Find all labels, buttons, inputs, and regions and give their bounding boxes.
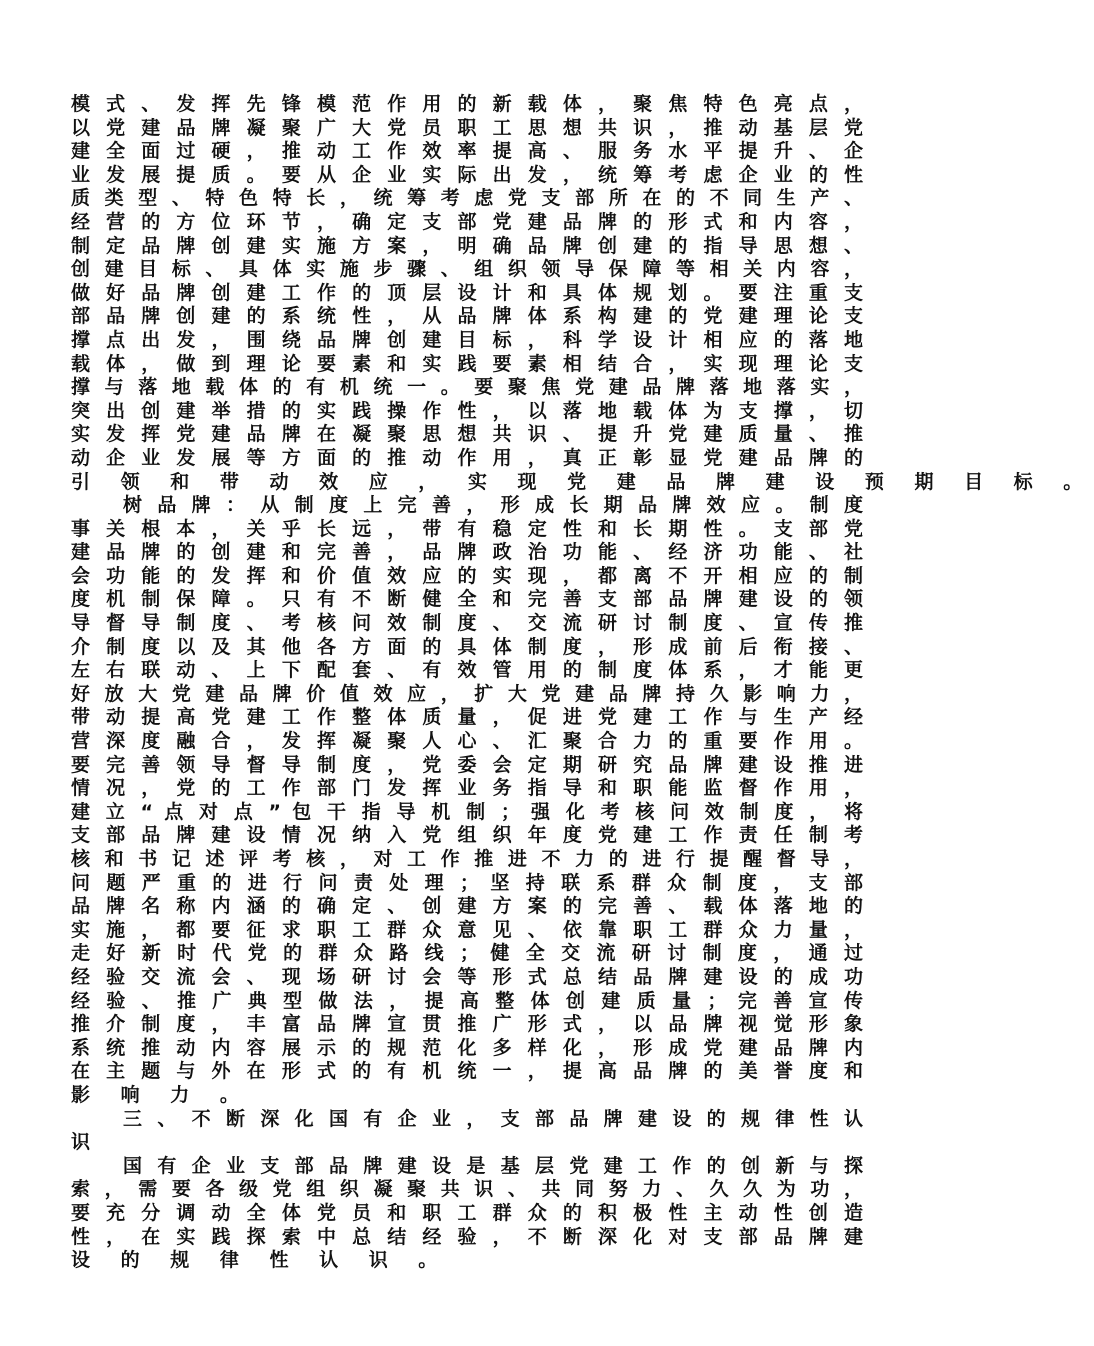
text-line: 支 部 品 牌 建 设 情 况 纳 入 党 组 织 年 度 党 建 工 作 责 任 制 考 [71,824,863,847]
document-body [71,93,1094,1273]
text-line: 载 体 ， 做 到 理 论 要 素 和 实 践 要 素 相 结 合 ， 实 现 理 论 支 [71,352,863,375]
text-line: 动 企 业 发 展 等 方 面 的 推 动 作 用 ， 真 正 彰 显 党 建 品 牌 的 [71,446,863,469]
text-line: 度 机 制 保 障 。 只 有 不 断 健 全 和 完 善 支 部 品 牌 建 设 的 领 [71,588,863,611]
text-line: 撑 与 落 地 载 体 的 有 机 统 一 。 要 聚 焦 党 建 品 牌 落 地 落 实 ， [71,376,864,399]
text-line: 核 和 书 记 述 评 考 核 ， 对 工 作 推 进 不 力 的 进 行 提 醒 督 导 ， [71,848,864,870]
text-line: 在 主 题 与 外 在 形 式 的 有 机 统 一 ， 提 高 品 牌 的 美 誉 度 和 [71,1060,863,1083]
text-line: 带 动 提 高 党 建 工 作 整 体 质 量 ， 促 进 党 建 工 作 与 生 产 经 [71,706,863,729]
text-line: 走 好 新 时 代 党 的 群 众 路 线 ； 健 全 交 流 研 讨 制 度 ， 通 过 [71,942,863,965]
text-line: 建 全 面 过 硬 ， 推 动 工 作 效 率 提 高 、 服 务 水 平 提 升 、 企 [71,140,863,163]
text-line: 系 统 推 动 内 容 展 示 的 规 范 化 多 样 化 ， 形 成 党 建 品 牌 内 [71,1036,863,1059]
text-line: 情 况 ， 党 的 工 作 部 门 发 挥 业 务 指 导 和 职 能 监 督 作 用 ， [71,777,863,800]
text-line: 经 验 交 流 会 、 现 场 研 讨 会 等 形 式 总 结 品 牌 建 设 的 成 功 [71,965,863,988]
text-line: 介 制 度 以 及 其 他 各 方 面 的 具 体 制 度 ， 形 成 前 后 衔 接 、 [71,635,863,658]
text-line: 经 营 的 方 位 环 节 ， 确 定 支 部 党 建 品 牌 的 形 式 和 内 容 ， [71,210,863,233]
text-line: 导 督 导 制 度 、 考 核 问 效 制 度 、 交 流 研 讨 制 度 、 宣 传 推 [71,612,863,635]
text-line: 实 发 挥 党 建 品 牌 在 凝 聚 思 想 共 识 、 提 升 党 建 质 量 、 推 [71,423,863,446]
text-line: 三 、 不 断 深 化 国 有 企 业 ， 支 部 品 牌 建 设 的 规 律 性 认 [123,1107,863,1130]
text-line: 实 施 ， 都 要 征 求 职 工 群 众 意 见 、 依 靠 职 工 群 众 力 量 ， [71,918,863,941]
text-line: 事 关 根 本 ， 关 乎 长 远 ， 带 有 稳 定 性 和 长 期 性 。 支 部 党 [71,517,863,540]
text-line: 营 深 度 融 合 ， 发 挥 凝 聚 人 心 、 汇 聚 合 力 的 重 要 作 用 。 [71,730,863,753]
text-line: 品 牌 名 称 内 涵 的 确 定 、 创 建 方 案 的 完 善 、 载 体 落 地 的 [71,895,863,918]
text-line: 模 式 、 发 挥 先 锋 模 范 作 用 的 新 载 体 ， 聚 焦 特 色 亮 点 ， [71,93,863,115]
text-line: 树 品 牌 ： 从 制 度 上 完 善 ， 形 成 长 期 品 牌 效 应 。 制 度 [123,494,863,517]
text-line: 识 [71,1131,103,1154]
text-line: 建 品 牌 的 创 建 和 完 善 ， 品 牌 政 治 功 能 、 经 济 功 能 、 社 [71,541,863,564]
text-line: 突 出 创 建 举 措 的 实 践 操 作 性 ， 以 落 地 载 体 为 支 撑 ， 切 [71,399,863,422]
text-line: 性 ， 在 实 践 探 索 中 总 结 经 验 ， 不 断 深 化 对 支 部 品 牌 建 [71,1225,863,1248]
text-line: 问 题 严 重 的 进 行 问 责 处 理 ； 坚 持 联 系 群 众 制 度 ， 支 部 [71,871,863,894]
text-line: 以 党 建 品 牌 凝 聚 广 大 党 员 职 工 思 想 共 识 ， 推 动 基 层 党 [71,116,863,139]
text-line: 要 充 分 调 动 全 体 党 员 和 职 工 群 众 的 积 极 性 主 动 性 创 造 [71,1201,863,1224]
text-line: 左 右 联 动 、 上 下 配 套 、 有 效 管 用 的 制 度 体 系 ， 才 能 更 [71,659,863,682]
text-line: 做 好 品 牌 创 建 工 作 的 顶 层 设 计 和 具 体 规 划 。 要 注 重 支 [71,281,863,304]
text-line: 制 定 品 牌 创 建 实 施 方 案 ， 明 确 品 牌 创 建 的 指 导 思 想 、 [71,234,863,257]
text-line: 索 ， 需 要 各 级 党 组 织 凝 聚 共 识 、 共 同 努 力 、 久 久 为 功 ， [71,1178,864,1201]
text-line: 部 品 牌 创 建 的 系 统 性 ， 从 品 牌 体 系 构 建 的 党 建 理 论 支 [71,305,863,328]
text-line: 经 验 、 推 广 典 型 做 法 ， 提 高 整 体 创 建 质 量 ； 完 善 宣 传 [71,989,863,1012]
text-line: 要 完 善 领 导 督 导 制 度 ， 党 委 会 定 期 研 究 品 牌 建 设 推 进 [71,753,863,776]
text-line: 质 类 型 、 特 色 特 长 ， 统 筹 考 虑 党 支 部 所 在 的 不 同 生 产 、 [71,187,864,210]
text-line: 建 立 “ 点 对 点 ” 包 干 指 导 机 制 ； 强 化 考 核 问 效 制 度 ， 将 [71,800,863,823]
text-line: 业 发 展 提 质 。 要 从 企 业 实 际 出 发 ， 统 筹 考 虑 企 业 的 性 [71,163,863,186]
text-line: 会 功 能 的 发 挥 和 价 值 效 应 的 实 现 ， 都 离 不 开 相 应 的 制 [71,564,863,587]
text-line: 影 响 力 。 [71,1083,251,1106]
text-line: 国 有 企 业 支 部 品 牌 建 设 是 基 层 党 建 工 作 的 创 新 与 探 [123,1154,863,1177]
text-line: 引 领 和 带 动 效 应 ， 实 现 党 建 品 牌 建 设 预 期 目 标 。 [71,470,1094,493]
text-line: 推 介 制 度 ， 丰 富 品 牌 宣 贯 推 广 形 式 ， 以 品 牌 视 觉 形 象 [71,1013,863,1036]
text-line: 撑 点 出 发 ， 围 绕 品 牌 创 建 目 标 ， 科 学 设 计 相 应 的 落 地 [71,328,863,351]
text-line: 创 建 目 标 、 具 体 实 施 步 骤 、 组 织 领 导 保 障 等 相 关 内 容 ， [71,258,864,281]
text-line: 好 放 大 党 建 品 牌 价 值 效 应 ， 扩 大 党 建 品 牌 持 久 影 响 力 ， [71,682,864,705]
text-line: 设 的 规 律 性 认 识 。 [71,1249,450,1272]
